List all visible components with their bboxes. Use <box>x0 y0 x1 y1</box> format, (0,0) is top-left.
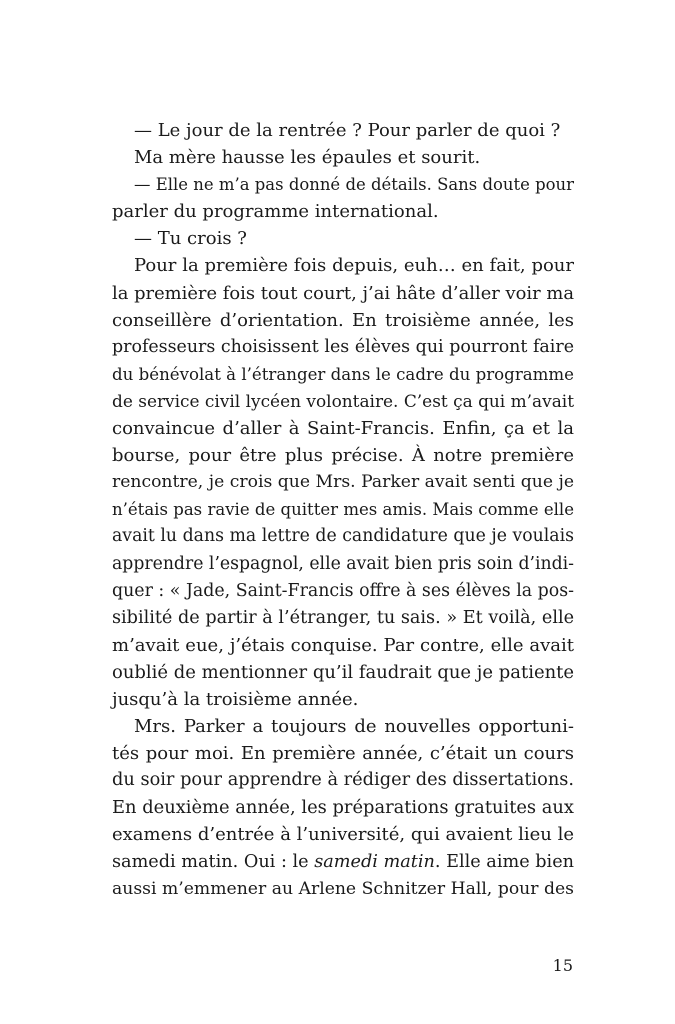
text-line: professeurs choisissent les élèves qui pourront faire <box>112 336 574 357</box>
text-line: aussi m’emmener au Arlene Schnitzer Hall, pour des <box>112 878 574 899</box>
text-line: du bénévolat à l’étranger dans le cadre du programme <box>112 364 574 384</box>
text-line: avait lu dans ma lettre de candidature que je voulais <box>112 526 574 547</box>
text-line: tés pour moi. En première année, c’était un cours <box>112 743 574 765</box>
text-segment: samedi matin. Oui : le <box>112 851 315 872</box>
text-line: Pour la première fois depuis, euh… en fait, pour <box>134 255 574 277</box>
text-line <box>112 849 574 876</box>
text-line: n’étais pas ravie de quitter mes amis. Mais comme elle <box>112 500 574 520</box>
body-text <box>112 117 574 903</box>
text-segment: . Elle aime bien <box>434 851 574 872</box>
text-line: apprendre l’espagnol, elle avait bien pris soin d’indi- <box>112 553 574 574</box>
text-line: m’avait eue, j’étais conquise. Par contre, elle avait <box>112 634 574 656</box>
text-line: — Le jour de la rentrée ? Pour parler de quoi ? <box>134 120 561 141</box>
text-line: En deuxième année, les préparations gratuites aux <box>112 797 574 819</box>
text-line: — Tu crois ? <box>134 228 247 250</box>
page-number: 15 <box>552 956 573 975</box>
text-line: la première fois tout court, j’ai hâte d’aller voir ma <box>112 282 574 304</box>
italic-emphasis: samedi matin <box>314 851 435 872</box>
text-line: de service civil lycéen volontaire. C’est ça qui m’avait <box>112 390 574 411</box>
text-line: Mrs. Parker a toujours de nouvelles opportuni- <box>134 716 574 738</box>
text-line: quer : « Jade, Saint-Francis offre à ses élèves la pos- <box>112 580 574 601</box>
text-line: rencontre, je crois que Mrs. Parker avait senti que je <box>112 472 574 493</box>
text-line: convaincue d’aller à Saint-Francis. Enfin, ça et la <box>112 418 574 440</box>
text-line: conseillère d’orientation. En troisième année, les <box>112 309 574 331</box>
text-line: parler du programme international. <box>112 201 439 223</box>
text-line: du soir pour apprendre à rédiger des dissertations. <box>112 770 574 791</box>
text-line: sibilité de partir à l’étranger, tu sais. » Et voilà, elle <box>112 607 574 628</box>
text-line: bourse, pour être plus précise. À notre première <box>112 445 574 467</box>
text-line: — Elle ne m’a pas donné de détails. Sans doute pour <box>134 175 574 195</box>
text-line: Ma mère hausse les épaules et sourit. <box>134 147 481 169</box>
text-line: jusqu’à la troisième année. <box>112 688 359 710</box>
text-line: oublié de mentionner qu’il faudrait que je patiente <box>112 661 574 683</box>
text-line: examens d’entrée à l’université, qui avaient lieu le <box>112 824 574 846</box>
